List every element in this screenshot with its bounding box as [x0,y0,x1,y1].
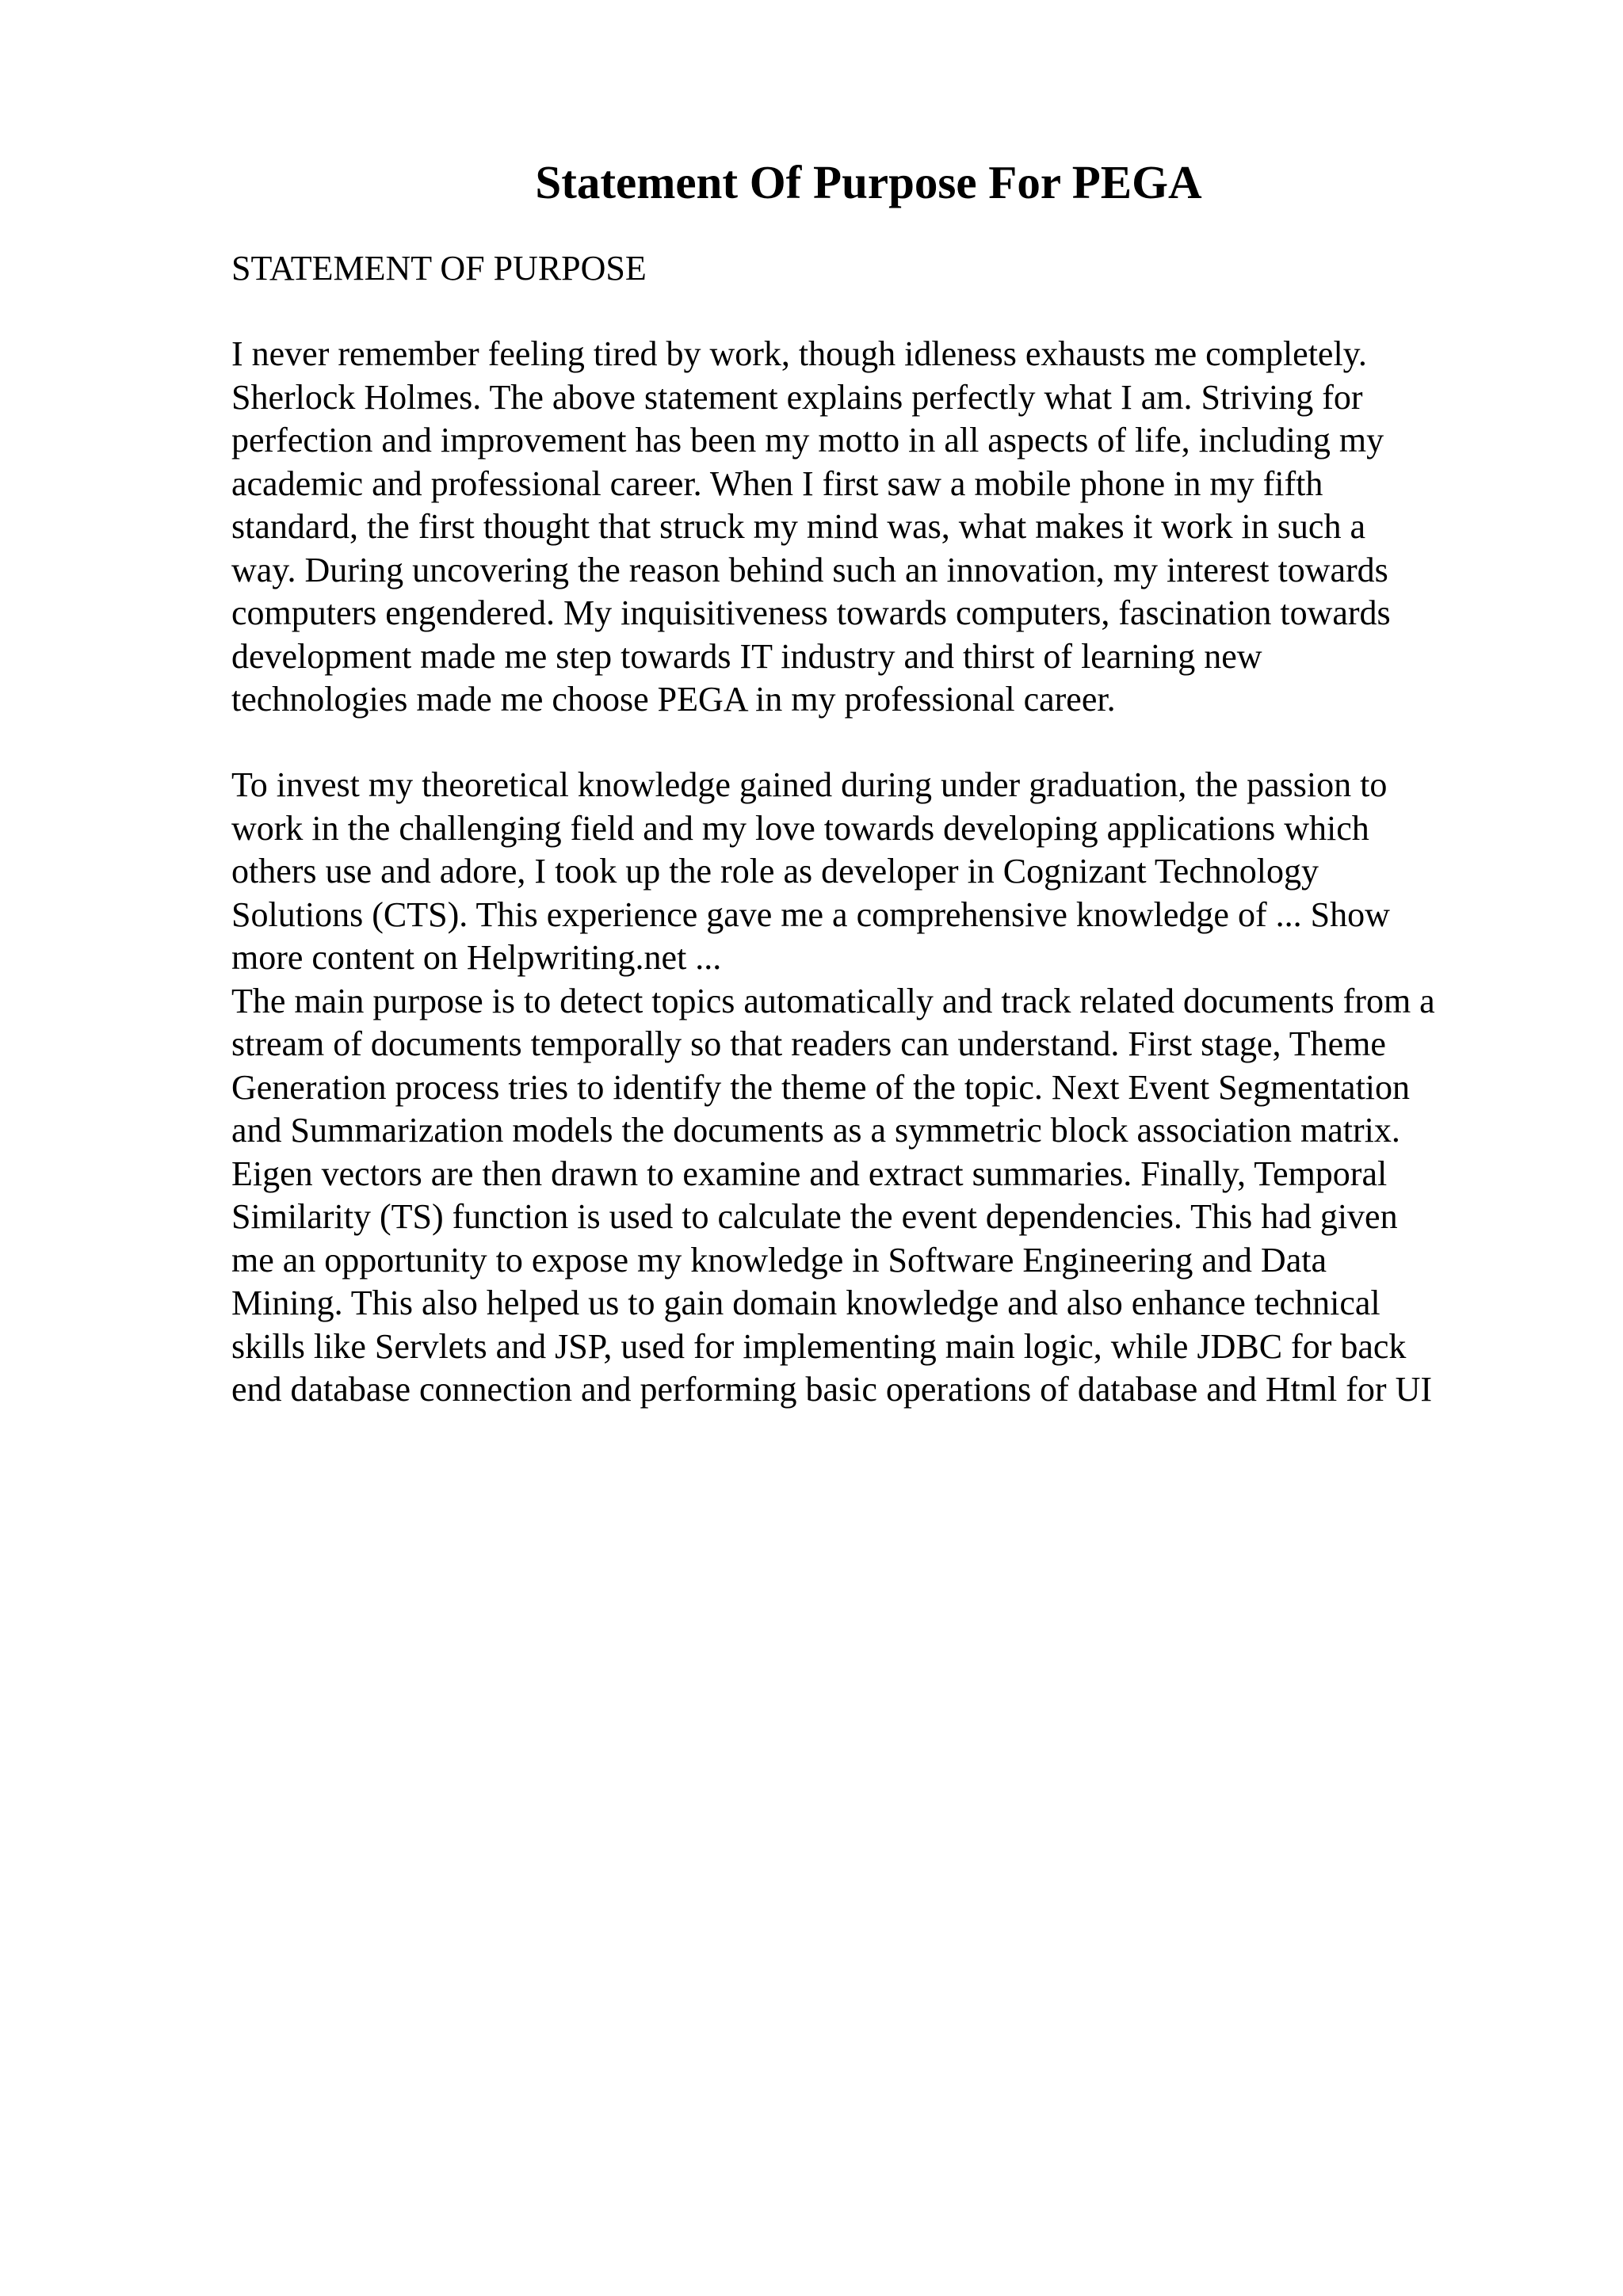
paragraph-line: Generation process tries to identify the theme of the topic. Next Event Segmentation [231,1067,1411,1107]
paragraph-line: stream of documents temporally so that readers can understand. First stage, Theme [231,1024,1386,1063]
paragraph-line: Sherlock Holmes. The above statement explains perfectly what I am. Striving for [231,377,1363,417]
paragraph-line: more content on Helpwriting.net ... [231,938,722,977]
section-heading [231,247,647,291]
paragraph-1 [231,333,1391,722]
paragraph-line: perfection and improvement has been my motto in all aspects of life, including my [231,421,1384,460]
paragraph-line: The main purpose is to detect topics automatically and track related documents from a [231,981,1435,1020]
paragraph-line: I never remember feeling tired by work, though idleness exhausts me completely. [231,334,1367,373]
paragraph-line: and Summarization models the documents as a symmetric block association matrix. [231,1111,1400,1150]
paragraph-line: technologies made me choose PEGA in my professional career. [231,680,1116,719]
paragraph-line: standard, the first thought that struck my mind was, what makes it work in such a [231,507,1365,546]
paragraph-line: skills like Servlets and JSP, used for implementing main logic, while JDBC for back [231,1326,1407,1366]
paragraph-line: way. During uncovering the reason behind such an innovation, my interest towards [231,550,1388,589]
paragraph-line: work in the challenging field and my love towards developing applications which [231,808,1369,848]
paragraph-line: others use and adore, I took up the role as developer in Cognizant Technology [231,852,1319,891]
paragraph-line: Eigen vectors are then drawn to examine and extract summaries. Finally, Temporal [231,1154,1388,1193]
paragraph-line: Similarity (TS) function is used to calculate the event dependencies. This had given [231,1197,1398,1236]
document-title: Statement Of Purpose For PEGA [535,156,1202,208]
paragraph-line: Solutions (CTS). This experience gave me a comprehensive knowledge of ... Show [231,894,1390,934]
heading-line: STATEMENT OF PURPOSE [231,249,647,288]
paragraph-line: academic and professional career. When I first saw a mobile phone in my fifth [231,463,1323,503]
paragraph-2 [231,764,1435,1412]
paragraph-line: computers engendered. My inquisitiveness towards computers, fascination towards [231,593,1391,632]
paragraph-line: end database connection and performing basic operations of database and Html for UI [231,1370,1433,1409]
paragraph-line: development made me step towards IT industry and thirst of learning new [231,636,1262,676]
paragraph-line: To invest my theoretical knowledge gained during under graduation, the passion to [231,765,1388,804]
paragraph-line: me an opportunity to expose my knowledge in Software Engineering and Data [231,1240,1327,1280]
paragraph-line: Mining. This also helped us to gain domain knowledge and also enhance technical [231,1283,1381,1322]
